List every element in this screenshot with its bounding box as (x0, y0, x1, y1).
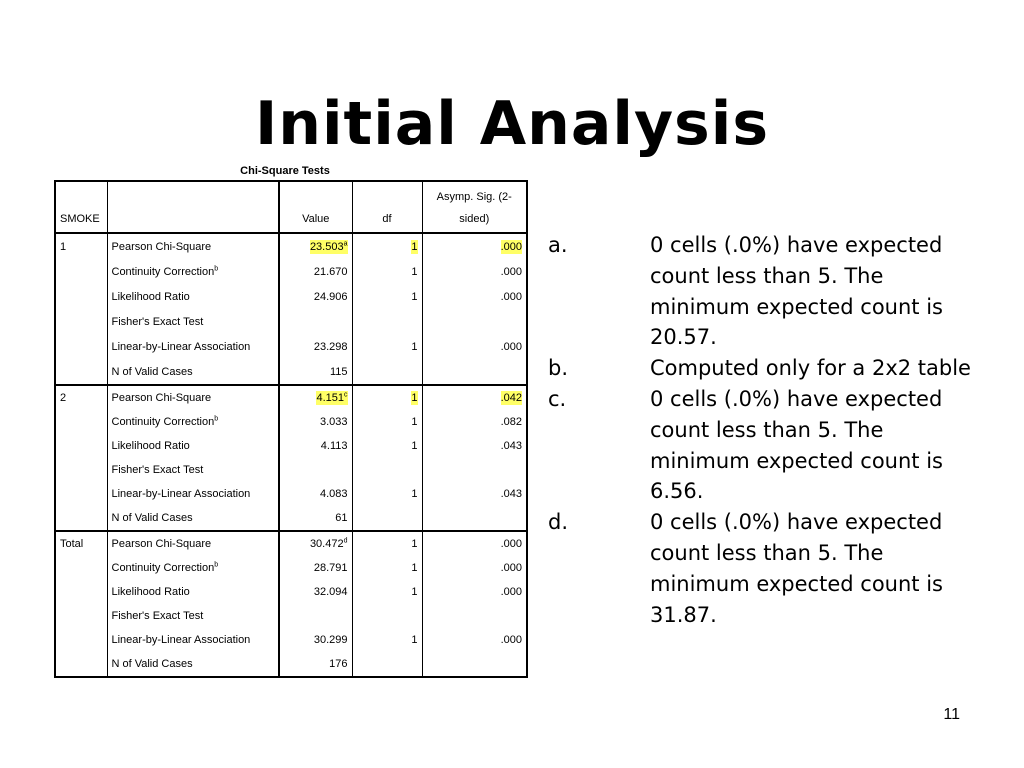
sig-value: .000 (500, 265, 522, 278)
value: 24.906 (313, 290, 348, 303)
value: 32.094 (313, 586, 348, 598)
df-cell (352, 359, 422, 385)
df-value: 1 (411, 634, 418, 646)
df-value: 1 (411, 290, 418, 303)
sig-value: .043 (500, 488, 522, 500)
value-wrap (314, 341, 348, 353)
value-cell (279, 410, 352, 434)
sig-cell (422, 233, 527, 259)
df-cell (352, 506, 422, 531)
smoke-group-cell (55, 458, 107, 482)
value-wrap (316, 391, 347, 405)
smoke-group-cell (55, 604, 107, 628)
df-cell (352, 628, 422, 652)
value: 4.113 (320, 440, 348, 452)
test-name: N of Valid Cases (111, 512, 193, 524)
value: 3.033 (319, 416, 348, 428)
value: 61 (335, 512, 348, 524)
test-name: Continuity Correction (111, 416, 215, 428)
sig-value: .043 (500, 440, 522, 452)
value-wrap (329, 658, 347, 670)
sig-value: .000 (500, 290, 522, 303)
sig-cell (422, 359, 527, 385)
smoke-group-cell (55, 359, 107, 385)
value-wrap (314, 634, 348, 646)
test-name-cell (107, 410, 279, 434)
value: 23.298 (313, 340, 348, 353)
value: 30.472 (309, 538, 344, 550)
footnote-item (548, 353, 988, 384)
df-cell (352, 434, 422, 458)
df-cell (352, 652, 422, 677)
header-value: Value (279, 181, 352, 233)
footnote-text: 0 cells (.0%) have expected count less than 5. The minimum expected count is 20.57. (650, 233, 943, 350)
test-name-cell (107, 284, 279, 309)
test-name: Continuity Correction (111, 265, 215, 278)
sig-cell (422, 284, 527, 309)
sig-value: .000 (500, 340, 522, 353)
value: 23.503 (309, 240, 344, 253)
smoke-group-cell (55, 334, 107, 359)
value-wrap (330, 366, 348, 378)
df-cell (352, 385, 422, 410)
df-value: 1 (411, 562, 418, 574)
value: 4.083 (319, 488, 348, 500)
table-row (55, 359, 527, 385)
test-name-cell (107, 604, 279, 628)
df-cell (352, 233, 422, 259)
value-cell (279, 482, 352, 506)
table-row (55, 309, 527, 334)
sig-cell (422, 531, 527, 556)
smoke-group-cell (55, 652, 107, 677)
test-name-cell (107, 580, 279, 604)
sig-cell (422, 385, 527, 410)
table-body (55, 233, 527, 677)
sig-cell (422, 652, 527, 677)
smoke-group-cell (55, 284, 107, 309)
table-row (55, 259, 527, 284)
footnote-text: 0 cells (.0%) have expected count less than 5. The minimum expected count is 31.87. (650, 510, 943, 627)
value-cell (279, 284, 352, 309)
sig-cell (422, 506, 527, 531)
test-name: Linear-by-Linear Association (111, 488, 251, 500)
df-cell (352, 334, 422, 359)
value-wrap (335, 512, 347, 524)
value-wrap (310, 240, 348, 254)
sig-cell (422, 628, 527, 652)
table-row (55, 334, 527, 359)
value-wrap (310, 538, 348, 550)
smoke-group-cell (55, 628, 107, 652)
test-name: Likelihood Ratio (111, 586, 190, 598)
sig-cell (422, 482, 527, 506)
value: 30.299 (313, 634, 348, 646)
value: 176 (329, 658, 348, 670)
header-test (107, 181, 279, 233)
test-name-cell (107, 482, 279, 506)
value-cell (279, 556, 352, 580)
smoke-group-cell (55, 506, 107, 531)
test-name-cell (107, 434, 279, 458)
df-cell (352, 458, 422, 482)
df-cell (352, 410, 422, 434)
test-name-cell (107, 334, 279, 359)
df-cell (352, 284, 422, 309)
value-cell (279, 309, 352, 334)
test-name: Continuity Correction (111, 562, 215, 574)
footnote-text: Computed only for a 2x2 table (650, 356, 971, 381)
test-name: Likelihood Ratio (111, 290, 190, 303)
test-name-cell (107, 458, 279, 482)
test-name: Pearson Chi-Square (111, 392, 212, 404)
value-cell (279, 434, 352, 458)
header-sig-line1: Asymp. Sig. (2- (436, 191, 512, 203)
test-name: Pearson Chi-Square (111, 538, 212, 550)
sig-cell (422, 580, 527, 604)
value-cell (279, 580, 352, 604)
df-value: 1 (411, 392, 418, 404)
table-row (55, 556, 527, 580)
df-cell (352, 482, 422, 506)
value-cell (279, 652, 352, 677)
df-cell (352, 259, 422, 284)
df-cell (352, 531, 422, 556)
sig-cell (422, 458, 527, 482)
value-cell (279, 359, 352, 385)
footnote-letter: a. (548, 233, 568, 257)
test-name: Likelihood Ratio (111, 440, 190, 452)
footnote-marker: a (343, 239, 348, 247)
footnote-letter: c. (548, 386, 567, 411)
footnote-marker: d (343, 537, 348, 545)
table-row (55, 628, 527, 652)
footnote-marker: c (344, 391, 348, 399)
test-name-cell (107, 309, 279, 334)
value-cell (279, 628, 352, 652)
value-wrap (321, 440, 348, 452)
smoke-group-cell: Total (55, 531, 107, 556)
sig-cell (422, 604, 527, 628)
test-name: Fisher's Exact Test (111, 610, 204, 622)
test-name: Linear-by-Linear Association (111, 340, 251, 353)
smoke-group-cell (55, 259, 107, 284)
chi-square-table (54, 180, 528, 678)
value-wrap (320, 488, 348, 500)
test-name: Linear-by-Linear Association (111, 634, 251, 646)
sig-value: .000 (500, 634, 522, 646)
table-row (55, 284, 527, 309)
value-cell (279, 259, 352, 284)
test-name: N of Valid Cases (111, 365, 193, 378)
df-value: 1 (411, 440, 418, 452)
value: 115 (329, 365, 348, 378)
sig-value: .000 (500, 586, 522, 598)
footnote-letter: b. (548, 356, 569, 381)
df-value: 1 (411, 240, 418, 253)
sig-value: .000 (500, 240, 522, 253)
sig-cell (422, 434, 527, 458)
test-name: Fisher's Exact Test (111, 315, 204, 328)
header-sig-line2: sided) (459, 213, 490, 225)
sig-cell (422, 309, 527, 334)
value-cell (279, 233, 352, 259)
df-cell (352, 309, 422, 334)
value-cell (279, 385, 352, 410)
table-header-row (55, 181, 527, 233)
df-value: 1 (411, 488, 418, 500)
test-name-cell (107, 531, 279, 556)
df-value: 1 (411, 538, 418, 550)
footnote-marker: b (214, 264, 219, 272)
value: 4.151 (316, 392, 344, 404)
value-wrap (320, 416, 348, 428)
value-cell (279, 506, 352, 531)
smoke-group-cell (55, 434, 107, 458)
test-name-cell (107, 359, 279, 385)
header-df: df (352, 181, 422, 233)
df-value: 1 (411, 586, 418, 598)
sig-value: .000 (500, 538, 522, 550)
smoke-group-cell: 1 (55, 233, 107, 259)
table-row (55, 458, 527, 482)
test-name-cell (107, 652, 279, 677)
df-value: 1 (411, 416, 418, 428)
footnote-marker: b (214, 561, 219, 569)
value-wrap (314, 291, 348, 303)
test-name-cell (107, 233, 279, 259)
table-row (55, 385, 527, 410)
footnotes (548, 230, 988, 630)
value: 28.791 (313, 562, 348, 574)
sig-cell (422, 259, 527, 284)
table-row (55, 410, 527, 434)
df-cell (352, 556, 422, 580)
sig-value: .082 (500, 416, 522, 428)
value-wrap (314, 586, 348, 598)
value-cell (279, 531, 352, 556)
test-name: Fisher's Exact Test (111, 464, 204, 476)
footnote-text: 0 cells (.0%) have expected count less than 5. The minimum expected count is 6.56. (650, 386, 943, 504)
smoke-group-cell (55, 556, 107, 580)
df-cell (352, 580, 422, 604)
sig-value: .000 (500, 562, 522, 574)
sig-cell (422, 410, 527, 434)
table-row (55, 580, 527, 604)
value-wrap (314, 266, 348, 278)
table-caption: Chi-Square Tests (240, 165, 330, 177)
test-name: N of Valid Cases (111, 658, 193, 670)
df-value: 1 (411, 265, 418, 278)
table-row (55, 604, 527, 628)
smoke-group-cell (55, 482, 107, 506)
table-row (55, 531, 527, 556)
smoke-group-cell (55, 309, 107, 334)
slide-title: Initial Analysis (254, 89, 770, 159)
value-cell (279, 334, 352, 359)
test-name-cell (107, 259, 279, 284)
footnote-item (548, 507, 988, 630)
value-wrap (314, 562, 348, 574)
table-row (55, 482, 527, 506)
smoke-group-cell: 2 (55, 385, 107, 410)
table-row (55, 434, 527, 458)
test-name-cell (107, 628, 279, 652)
table-row (55, 652, 527, 677)
sig-value: .042 (500, 392, 522, 404)
value-cell (279, 458, 352, 482)
df-value: 1 (411, 340, 418, 353)
sig-cell (422, 334, 527, 359)
header-smoke: SMOKE (55, 181, 107, 233)
test-name-cell (107, 385, 279, 410)
value-cell (279, 604, 352, 628)
header-asymp-sig (422, 181, 527, 233)
value: 21.670 (313, 265, 348, 278)
smoke-group-cell (55, 580, 107, 604)
table-row (55, 233, 527, 259)
test-name-cell (107, 506, 279, 531)
footnote-item (548, 230, 988, 353)
footnote-marker: b (214, 415, 219, 423)
sig-cell (422, 556, 527, 580)
footnote-item (548, 384, 988, 507)
test-name-cell (107, 556, 279, 580)
table-row (55, 506, 527, 531)
slide-number: 11 (943, 706, 960, 723)
footnote-letter: d. (548, 510, 569, 535)
df-cell (352, 604, 422, 628)
test-name: Pearson Chi-Square (111, 240, 212, 253)
smoke-group-cell (55, 410, 107, 434)
